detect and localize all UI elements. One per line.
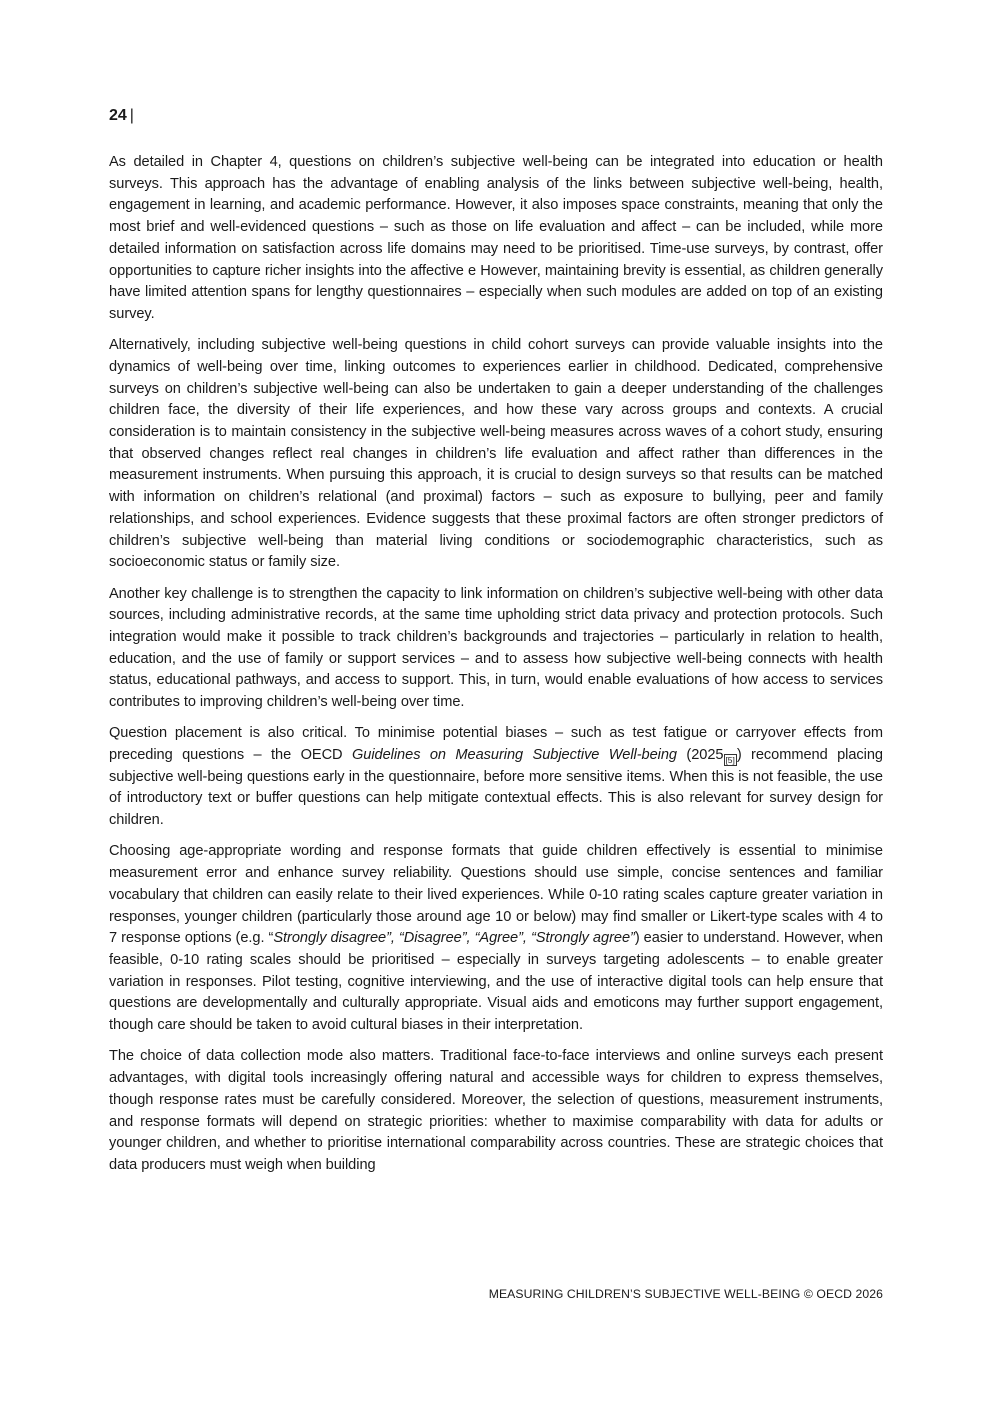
page-footer: MEASURING CHILDREN’S SUBJECTIVE WELL-BEING © OECD 2026 — [488, 1287, 883, 1301]
paragraph-collection-mode: The choice of data collection mode also matters. Traditional face-to-face interviews and online surveys each present advantages, with digital tools increasingly offering natural and accessible ways for children to express themselves, though response rates must be carefully considered. Moreover, the selection of questions, measurement instruments, and response formats will depend on strategic priorities: whether to maximise comparability with data for adults or younger children, and whether to prioritise international comparability across countries. These are strategic choices that data producers must weigh when building — [109, 1048, 883, 1173]
paragraph-text: ) recommend placing subjective well-being questions early in the questionnaire, before more sensitive items. When this is not feasible, the use of introductory text or buffer questions can help mitigate contextual effects. This is also relevant for survey design for children. — [109, 747, 883, 829]
response-option-examples: Strongly disagree”, “Disagree”, “Agree”, “Strongly agree” — [273, 930, 635, 947]
paragraph-response-formats — [109, 841, 883, 1036]
paragraph-text: (2025 — [676, 747, 724, 764]
header-separator: | — [129, 107, 134, 124]
paragraph-text: Question placement is also critical. To minimise potential biases – such as test fatigue or carryover effects from preceding questions – the OECD — [109, 725, 883, 764]
paragraph-data-linkage: Another key challenge is to strengthen the capacity to link information on children’s subjective well-being with other data sources, including administrative records, at the same time upholding strict data privacy and protection protocols. Such integration would make it possible to track children’s backgrounds and trajectories – particularly in relation to health, education, and the use of family or support services – and to assess how subjective well-being connects with health status, educational pathways, and access to support. This, in turn, would enable evaluations of how access to services contributes to improving children’s well-being over time. — [109, 585, 883, 711]
page-header — [109, 106, 134, 126]
paragraph-question-placement — [109, 723, 883, 832]
body-text — [109, 152, 883, 1186]
paragraph-survey-integration: As detailed in Chapter 4, questions on children’s subjective well-being can be integrated into education or health surveys. This approach has the advantage of enabling analysis of the links between subjective well-being, health, engagement in learning, and academic performance. However, it also imposes space constraints, meaning that only the most brief and well-evidenced questions – such as those on life evaluation and affect – can be included, while more detailed information on satisfaction across life domains may need to be prioritised. Time-use surveys, by contrast, offer opportunities to capture richer insights into the affective e However, maintaining brevity is essential, as children generally have limited attention spans for lengthy questionnaires – especially when such modules are added on top of an existing survey. — [109, 154, 883, 322]
paragraph-text: ) easier to understand. However, when feasible, 0-10 rating scales should be prioritised – especially in surveys targeting adolescents – to enable greater variation in responses. Pilot testing, cognitive interviewing, and the use of interactive digital tools can help ensure that questions are developmentally and culturally appropriate. Visual aids and emoticons may further support engagement, though care should be taken to avoid cultural biases in their interpretation. — [109, 930, 883, 1034]
guidelines-title: Guidelines on Measuring Subjective Well-being — [351, 747, 677, 764]
paragraph-cohort-surveys: Alternatively, including subjective well-being questions in child cohort surveys can provide valuable insights into the dynamics of well-being over time, linking outcomes to experiences earlier in childhood. Dedicated, comprehensive surveys on children’s subjective well-being can also be undertaken to gain a deeper understanding of the challenges children face, the diversity of their life experiences, and how these vary across groups and contexts. A crucial consideration is to maintain consistency in the subjective well-being measures across waves of a cohort study, ensuring that observed changes reflect real changes in children’s life evaluation and affect rather than differences in the measurement instruments. When pursuing this approach, it is crucial to design surveys so that results can be matched with information on children’s relational (and proximal) factors – such as exposure to bullying, peer and family relationships, and school experiences. Evidence suggests that these proximal factors are often stronger predictors of children’s subjective well-being than material living conditions or sociodemographic characteristics, such as socioeconomic status or family size. — [109, 337, 883, 571]
paragraph-text: Choosing age-appropriate wording and response formats that guide children effectively is essential to minimise measurement error and enhance survey reliability. Questions should use simple, concise sentences and familiar vocabulary that children can easily relate to their lived experiences. While 0-10 rating scales capture greater variation in responses, younger children (particularly those around age 10 or below) may find smaller or Likert-type scales with 4 to 7 response options (e.g. “ — [109, 843, 883, 947]
reference-marker: [5] — [725, 754, 735, 765]
page-number: 24 — [109, 107, 127, 124]
